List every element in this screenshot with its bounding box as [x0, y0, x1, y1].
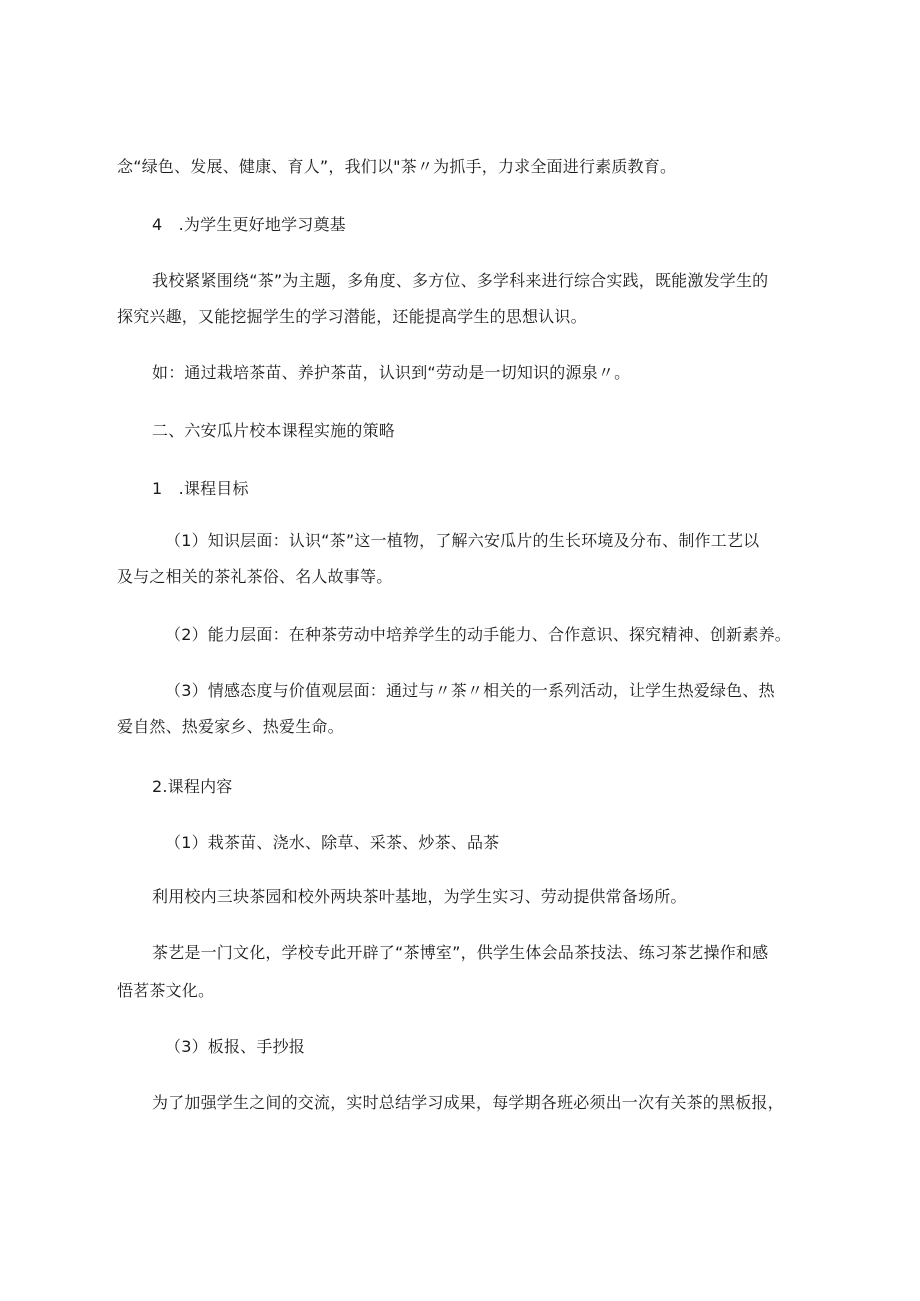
paragraph-line: 爱自然、热爱家乡、热爱生命。 [117, 717, 344, 736]
paragraph-line: 如：通过栽培茶苗、养护茶苗，认识到“劳动是一切知识的源泉〃。 [152, 363, 631, 382]
paragraph-line: （3）情感态度与价值观层面：通过与〃茶〃相关的一系列活动，让学生热爱绿色、热 [165, 681, 775, 700]
paragraph-line: 念“绿色、发展、健康、育人”，我们以"茶〃为抓手，力求全面进行素质教育。 [117, 157, 677, 176]
subsection-heading: （3）板报、手抄报 [165, 1037, 305, 1056]
paragraph-line: 为了加强学生之间的交流，实时总结学习成果，每学期各班必须出一次有关茶的黑板报， [152, 1093, 784, 1112]
paragraph-line: （2）能力层面：在种茶劳动中培养学生的动手能力、合作意识、探究精神、创新素养。 [165, 625, 791, 644]
section-heading: 4 .为学生更好地学习奠基 [152, 215, 346, 234]
section-heading: 二、六安瓜片校本课程实施的策略 [152, 421, 396, 440]
paragraph-line: 悟茗茶文化。 [117, 981, 215, 1000]
paragraph-line: （1）知识层面：认识“茶”这一植物，了解六安瓜片的生长环境及分布、制作工艺以 [165, 531, 760, 550]
subsection-heading: （1）栽茶苗、浇水、除草、采茶、炒茶、品茶 [165, 833, 500, 852]
paragraph-line: 利用校内三块茶园和校外两块茶叶基地，为学生实习、劳动提供常备场所。 [152, 887, 687, 906]
section-heading: 2.课程内容 [152, 777, 233, 796]
paragraph-line: 及与之相关的茶礼茶俗、名人故事等。 [117, 567, 393, 586]
paragraph-line: 我校紧紧围绕“茶”为主题，多角度、多方位、多学科来进行综合实践，既能激发学生的 [152, 271, 769, 290]
section-heading: 1 .课程目标 [152, 479, 249, 498]
paragraph-line: 探究兴趣，又能挖掘学生的学习潜能，还能提高学生的思想认识。 [117, 307, 587, 326]
paragraph-line: 茶艺是一门文化，学校专此开辟了“茶博室”，供学生体会品茶技法、练习茶艺操作和感 [152, 943, 769, 962]
